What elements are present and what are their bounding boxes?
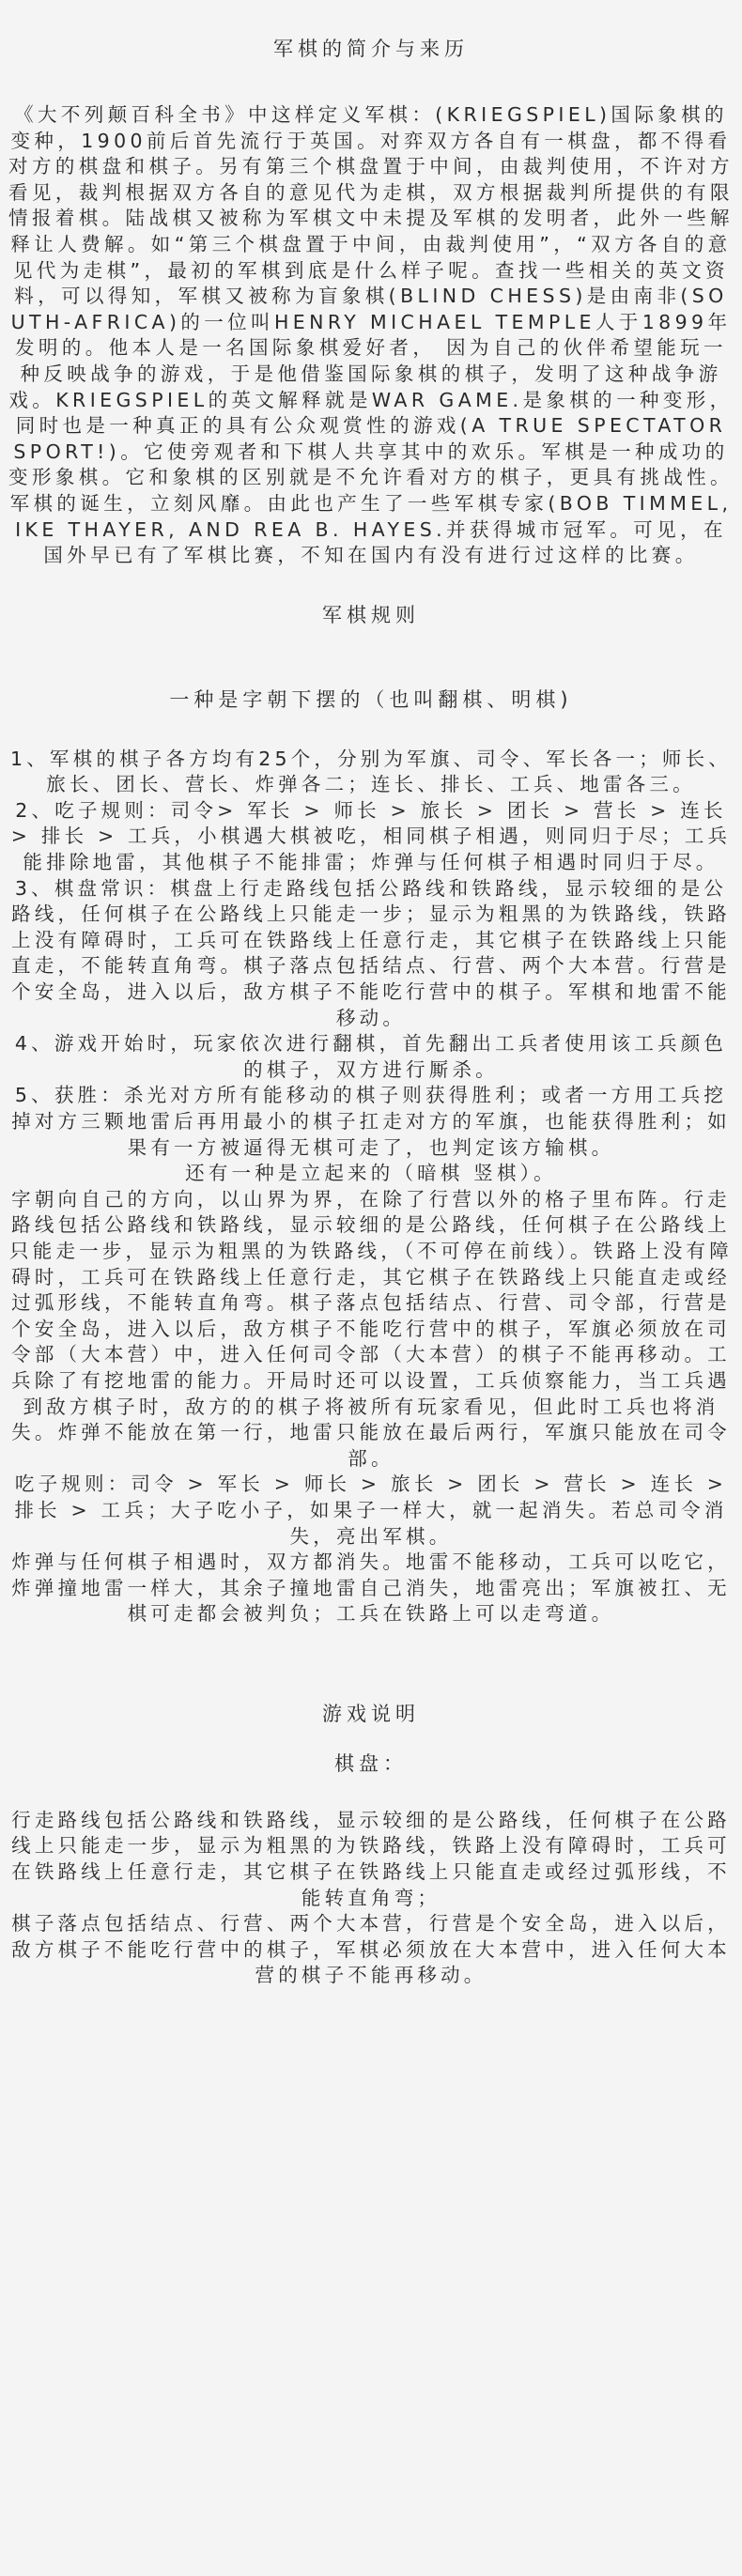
section-title-rules: 军棋规则 — [322, 603, 420, 626]
subtitle-board: 棋盘： — [334, 1751, 408, 1775]
section-title-history: 军棋的简介与来历 — [273, 38, 469, 60]
rule-item: 2、吃子规则：司令> 军长 > 师长 > 旅长 > 团长 > 营长 > 连长 > 排长 > 工兵，小棋遇大棋被吃，相同棋子相遇，则同归于尽；工兵能排除地雷，其他棋子不能排雷；炸弹与任何棋子相遇时同归于尽。 — [10, 798, 732, 874]
history-paragraph: 《大不列颠百科全书》中这样定义军棋：(KRIEGSPIEL)国际象棋的变种，1900前后首先流行于英国。对弈双方各自有一棋盘，都不得看对方的棋盘和棋子。另有第三个棋盘置于中间，由裁判使用，不许对方看见，裁判根据双方各自的意见代为走棋，双方根据裁判所提供的有限情报着棋。陆战棋又被称为军棋文中未提及军棋的发明者，此外一些解释让人费解。如“第三个棋盘置于中间，由裁判使用”，“双方各自的意见代为走棋”，最初的军棋到底是什么样子呢。查找一些相关的英文资料，可以得知，军棋又被称为盲象棋(BLIND CHESS)是由南非(SOUTH-AFRICA)的一位叫HENRY MICHAEL TEMPLE人于1899年发明的。他本人是一名国际象棋爱好者， 因为自己的伙伴希望能玩一种反映战争的游戏，于是他借鉴国际象棋的棋子，发明了这种战争游戏。KRIEGSPIEL的英文解释就是WAR GAME.是象棋的一种变形，同时也是一种真正的具有公众观赏性的游戏(A TRUE SPECTATOR SPORT!)。它使旁观者和下棋人共享其中的欢乐。军棋是一种成功的变形象棋。它和象棋的区别就是不允许看对方的棋子，更具有挑战性。 — [8, 103, 734, 489]
section-title-instructions: 游戏说明 — [322, 1702, 420, 1725]
rule-item: 3、棋盘常识：棋盘上行走路线包括公路线和铁路线，显示较细的是公路线，任何棋子在公路线上只能走一步；显示为粗黑的为铁路线，铁路上没有障碍时，工兵可在铁路线上任意行走，其它棋子在铁路线上只能直走，不能转直角弯。棋子落点包括结点、行营、两个大本营。行营是个安全岛，进入以后，敌方棋子不能吃行营中的棋子。军棋和地雷不能移动。 — [11, 876, 731, 1029]
board-paragraph: 行走路线包括公路线和铁路线，显示较细的是公路线，任何棋子在公路线上只能走一步，显示为粗黑的为铁路线，铁路上没有障碍时，工兵可在铁路线上任意行走，其它棋子在铁路线上只能直走或经过弧形线，不能转直角弯； — [11, 1808, 731, 1909]
rule-item: 1、军棋的棋子各方均有25个，分别为军旗、司令、军长各一；师长、旅长、团长、营长、炸弹各二；连长、排长、工兵、地雷各三。 — [9, 747, 733, 796]
hidden-chess-paragraph: 炸弹与任何棋子相遇时，双方都消失。地雷不能移动，工兵可以吃它，炸弹撞地雷一样大，其余子撞地雷自己消失，地雷亮出；军旗被扛、无棋可走都会被判负；工兵在铁路上可以走弯道。 — [11, 1550, 731, 1626]
hidden-chess-paragraph: 字朝向自己的方向，以山界为界，在除了行营以外的格子里布阵。行走路线包括公路线和铁路线，显示较细的是公路线，任何棋子在公路线上只能走一步，显示为粗黑的为铁路线，（不可停在前线）。铁路上没有障碍时，工兵可在铁路线上任意行走，其它棋子在铁路线上只能直走或经过弧形线，不能转直角弯。棋子落点包括结点、行营、司令部，行营是个安全岛，进入以后，敌方棋子不能吃行营中的棋子，军旗必须放在司令部（大本营）中，进入任何司令部（大本营）的棋子不能再移动。工兵除了有挖地雷的能力。开局时还可以设置，工兵侦察能力，当工兵遇到敌方棋子时，敌方的的棋子将被所有玩家看见，但此时工兵也将消失。炸弹不能放在第一行，地雷只能放在最后两行，军旗只能放在司令部。 — [9, 1187, 733, 1470]
subtitle-hidden-chess: 还有一种是立起来的（暗棋 竖棋）。 — [185, 1162, 557, 1185]
rule-item: 5、获胜：杀光对方所有能移动的棋子则获得胜利；或者一方用工兵挖掉对方三颗地雷后再用最小的棋子扛走对方的军旗，也能获得胜利；如果有一方被逼得无棋可走了，也判定该方输棋。 — [11, 1084, 731, 1159]
history-paragraph: 军棋的诞生，立刻风靡。由此也产生了一些军棋专家(BOB TIMMEL, IKE THAYER, AND REA B. HAYES.并获得城市冠军。可见，在国外早已有了军棋比赛，不知在国内有没有进行过这样的比赛。 — [9, 491, 733, 567]
rule-item: 4、游戏开始时，玩家依次进行翻棋，首先翻出工兵者使用该工兵颜色的棋子，双方进行厮杀。 — [14, 1032, 728, 1081]
subtitle-flip-chess: 一种是字朝下摆的（也叫翻棋、明棋) — [169, 687, 573, 711]
hidden-chess-paragraph: 吃子规则：司令 > 军长 > 师长 > 旅长 > 团长 > 营长 > 连长 > 排长 > 工兵；大子吃小子，如果子一样大，就一起消失。若总司令消失，亮出军棋。 — [14, 1473, 728, 1548]
board-paragraph: 棋子落点包括结点、行营、两个大本营，行营是个安全岛，进入以后，敌方棋子不能吃行营中的棋子，军棋必须放在大本营中，进入任何大本营的棋子不能再移动。 — [11, 1912, 731, 1987]
